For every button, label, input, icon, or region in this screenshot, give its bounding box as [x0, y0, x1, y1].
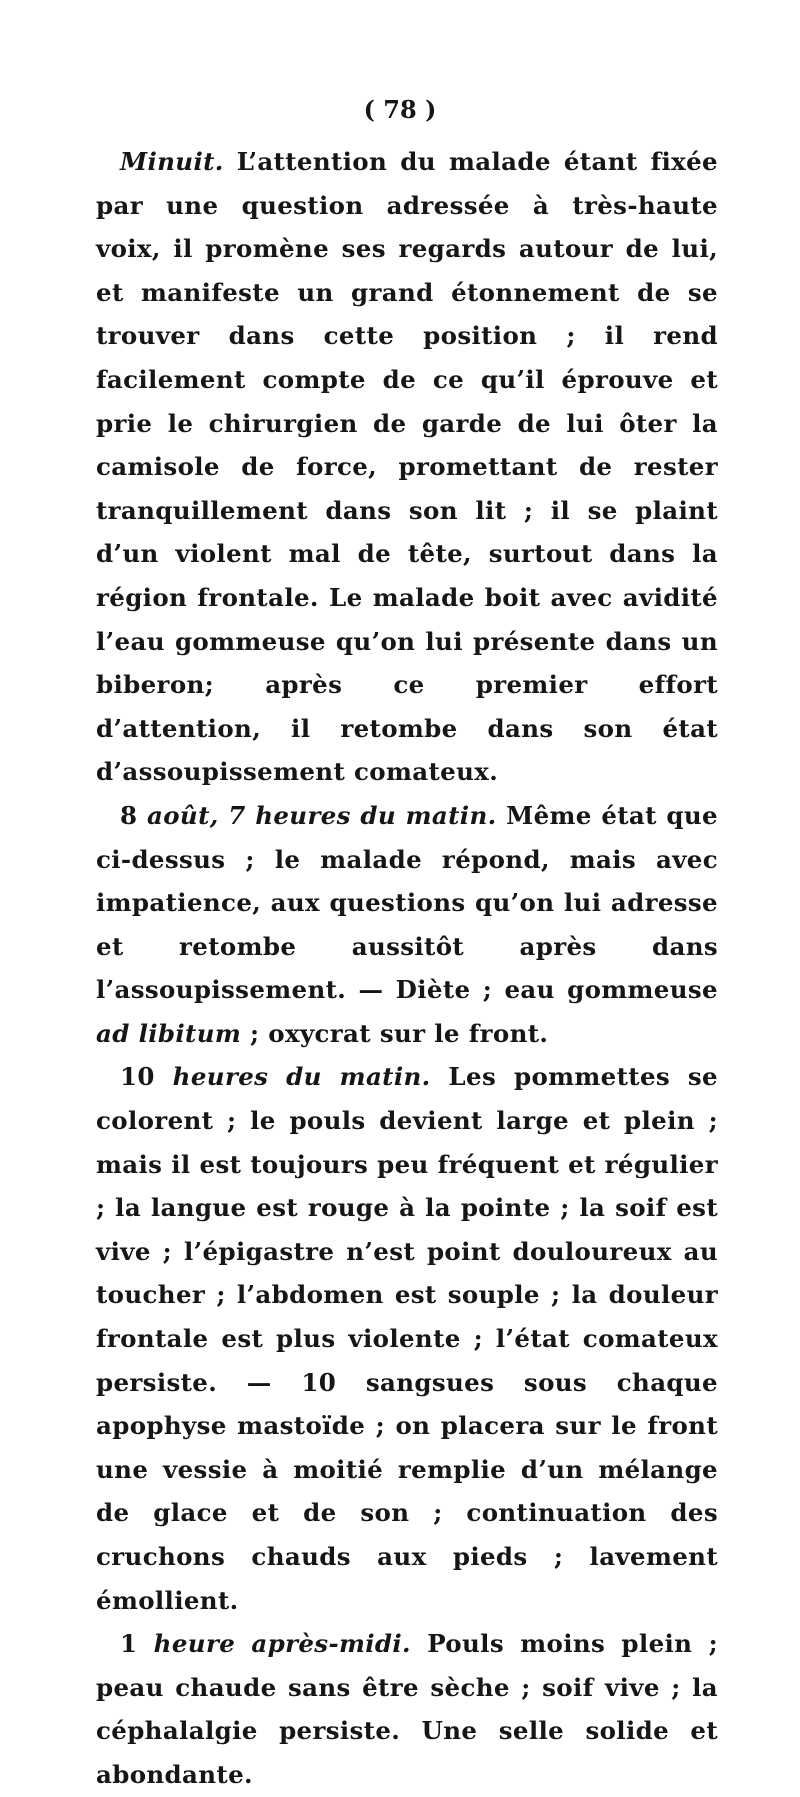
paragraph-lead-number: 8 [120, 800, 138, 830]
paragraph-lead-number: 1 [120, 1629, 138, 1659]
paragraph-lead: heure après-midi. [137, 1629, 411, 1659]
paragraph-text: L’attention du malade étant fixée par une question adressée à très-haute voix, il promène ses regards autour de lui, et manifeste un grand étonnement de se trouver dans cette position ; il rend facilement compte de ce qu’il éprouve et prie le chirurgien de garde de lui ôter la camisole de force, promettant de rester tranquillement dans son lit ; il se plaint d’un violent mal de tête, surtout dans la région frontale. Le malade boit avec avidité l’eau gommeuse qu’on lui présente dans un biberon; après ce premier effort d’attention, il retombe dans son état d’assoupissement comateux. [96, 147, 718, 787]
paragraph-10-heures [96, 1055, 718, 1622]
latin-phrase: ad libitum [96, 1018, 242, 1048]
paragraph-lead: août, 7 heures du matin. [137, 800, 497, 830]
paragraph-lead-number: 10 [120, 1062, 155, 1092]
paragraph-minuit [96, 140, 718, 794]
body-text [96, 140, 718, 1797]
paragraph-text: Même état que ci-dessus ; le malade répond, mais avec impatience, aux questions qu’on lui adresse et retombe aussitôt après dans l’assoupissement. — Diète ; eau gommeuse [96, 800, 718, 1005]
paragraph-text-end: ; oxycrat sur le front. [241, 1018, 549, 1048]
paragraph-8-aout [96, 794, 718, 1056]
paragraph-text: Pouls moins plein ; peau chaude sans être sèche ; soif vive ; la céphalalgie persiste. Une selle solide et abondante. [96, 1629, 718, 1789]
paragraph-text: Les pommettes se colorent ; le pouls devient large et plein ; mais il est toujours peu fréquent et régulier ; la langue est rouge à la pointe ; la soif est vive ; l’épigastre n’est point douloureux au toucher ; l’abdomen est souple ; la douleur frontale est plus violente ; l’état comateux persiste. — 10 sangsues sous chaque apophyse mastoïde ; on placera sur le front une vessie à moitié remplie d’un mélange de glace et de son ; continuation des cruchons chauds aux pieds ; lavement émollient. [96, 1062, 718, 1615]
paragraph-lead: heures du matin. [154, 1062, 431, 1092]
paragraph-1-heure [96, 1622, 718, 1796]
page-number: ( 78 ) [363, 95, 437, 124]
paragraph-lead: Minuit. [120, 147, 224, 176]
